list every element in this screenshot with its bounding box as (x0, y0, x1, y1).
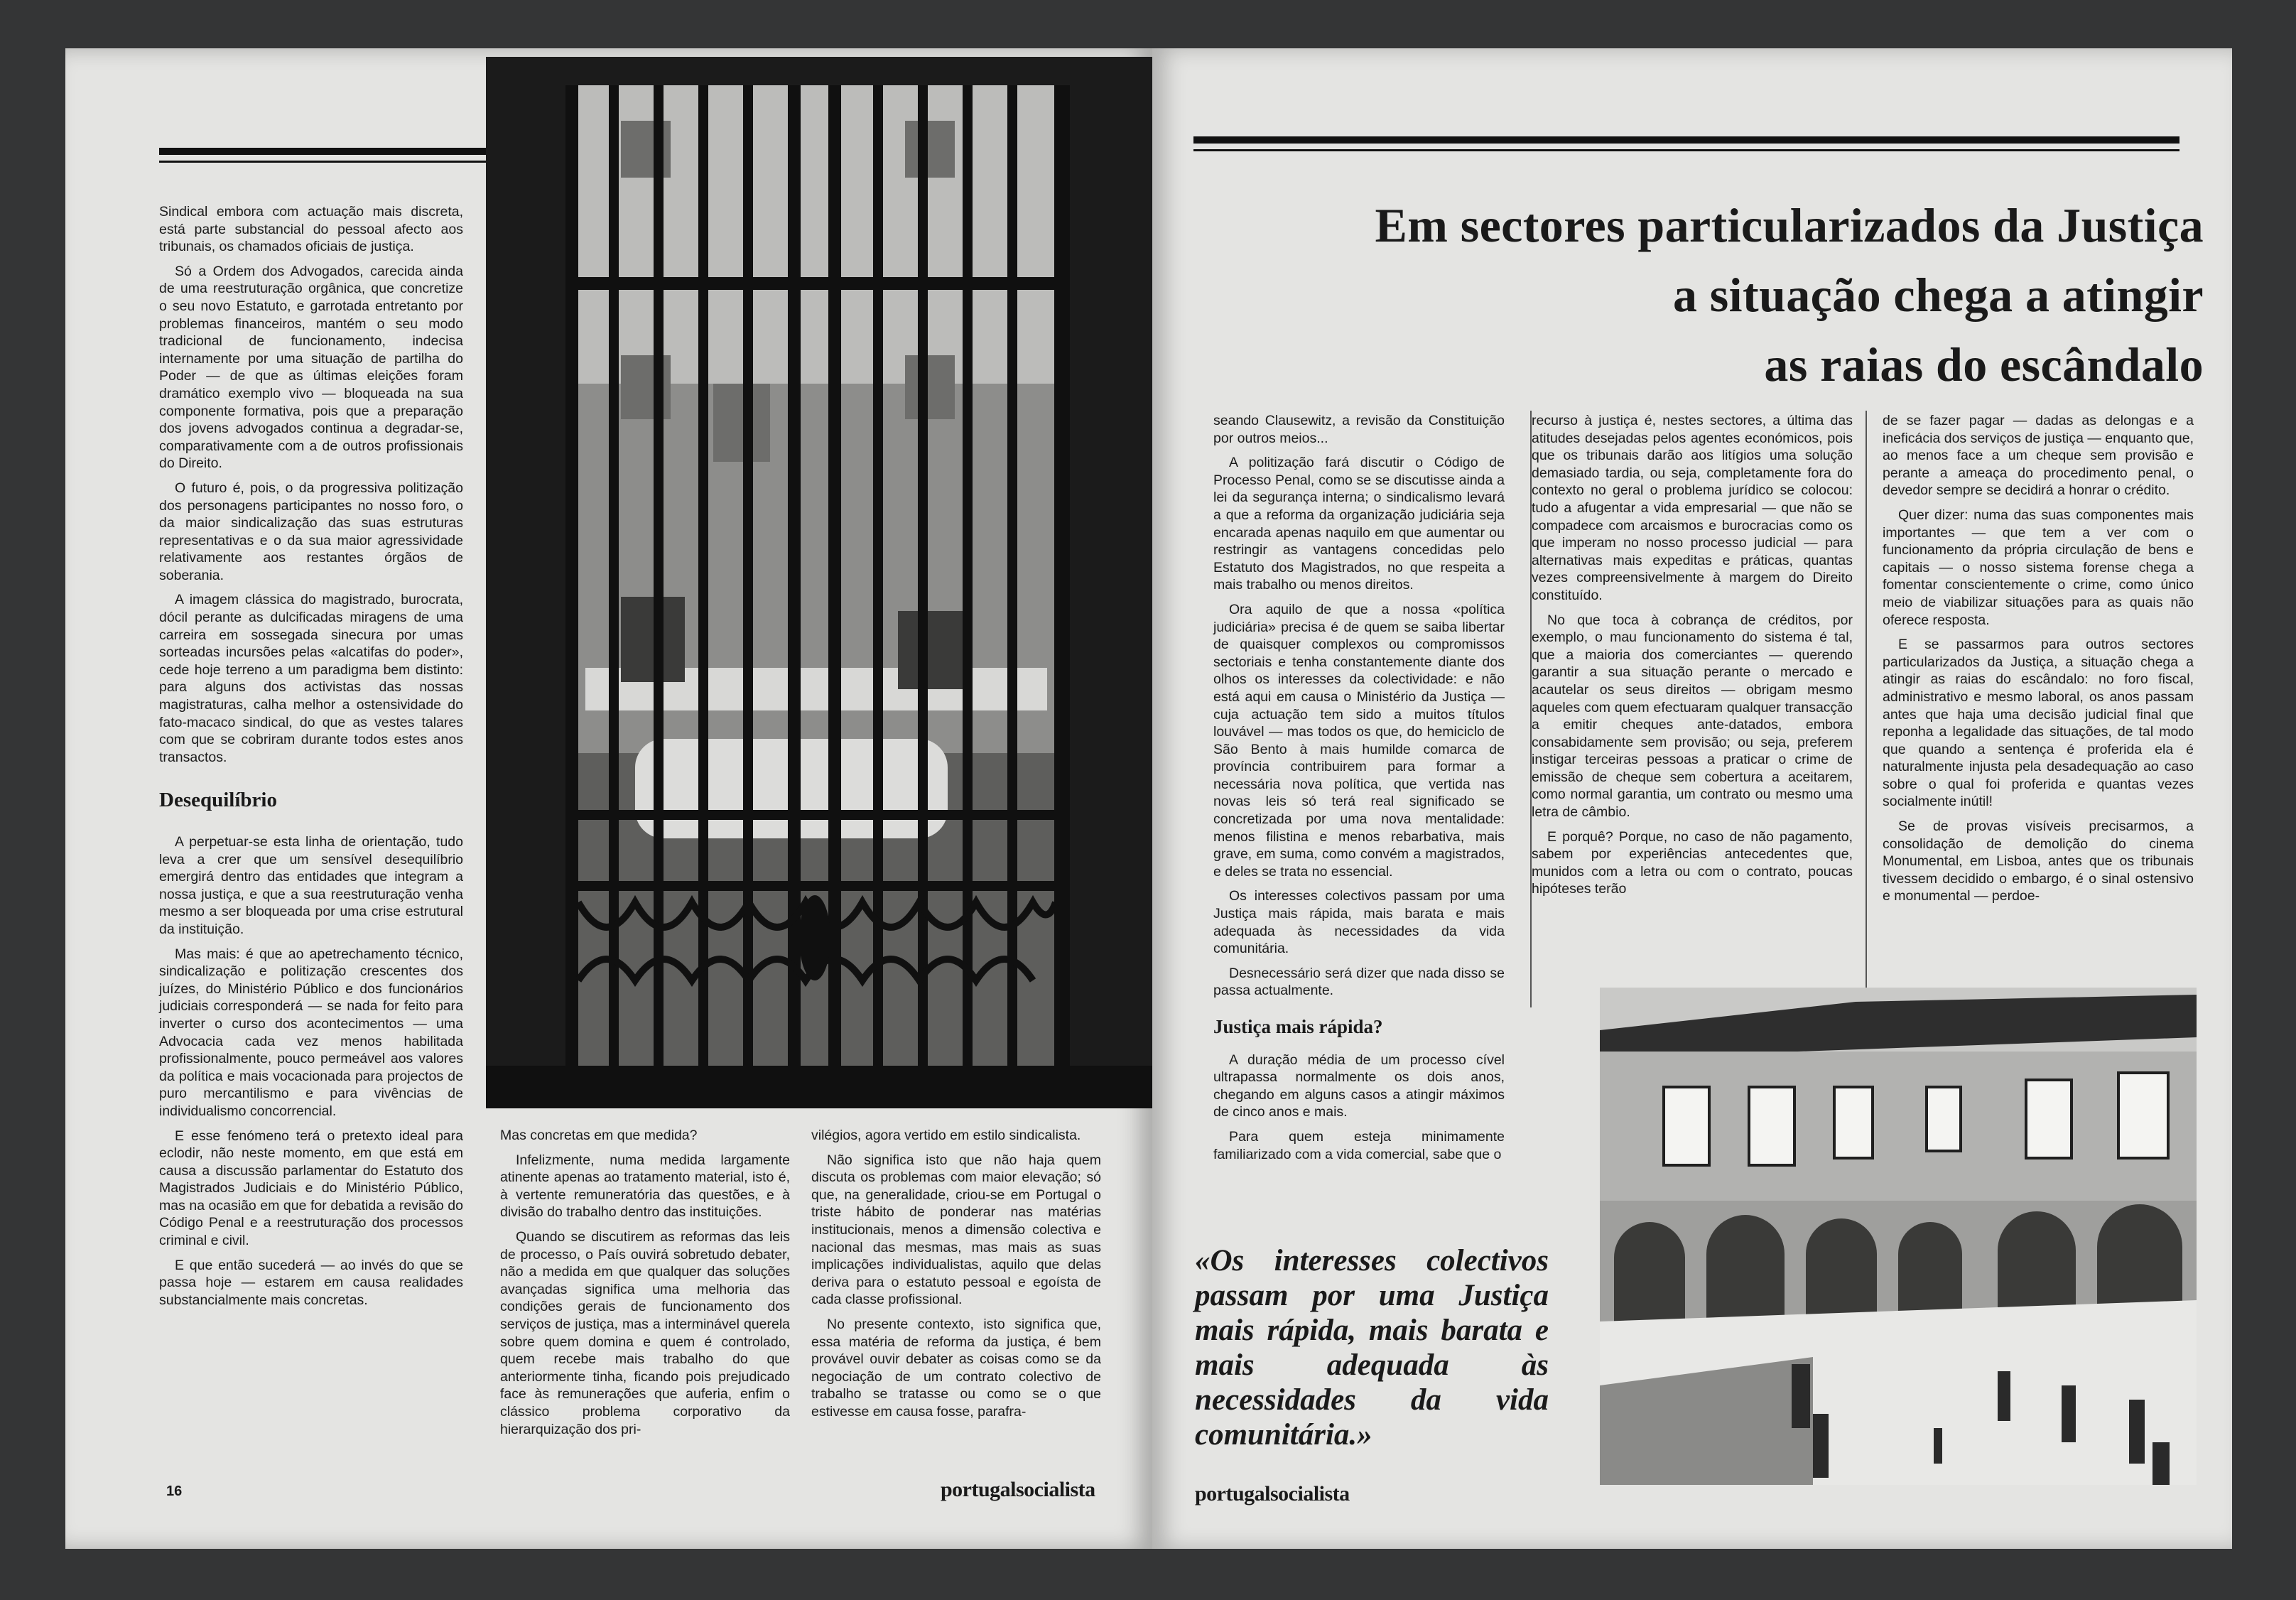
masthead-left: portugalsocialista (941, 1478, 1095, 1501)
left-col2-paragraph: Infelizmente, numa medida largamente atinente apenas ao tratamento material, isto é, à vertente remuneratória das questões, e à divisão do trabalho dentro das instituições. (500, 1152, 790, 1221)
left-col1-paragraph: A perpetuar-se esta linha de orientação, tudo leva a crer que um sensível desequilíbrio emergirá dentro das entidades que integram a nossa justiça, e que a sua reestruturação venha mesmo a ser bloqueada por uma crise estrutural da instituição. (159, 834, 463, 937)
magazine-spread (65, 48, 2232, 1549)
left-col1-text-2 (159, 833, 463, 1309)
right-col1-paragraph: Desnecessário será dizer que nada disso se passa actualmente. (1213, 965, 1505, 999)
left-col2-paragraph: Quando se discutirem as reformas das leis de processo, o País ouvirá sobretudo debater, não a medida em que qualquer das soluções avançadas significa uma melhoria das condições gerais de funcionamento dos serviços de justiça, mas a interminável querela sobre quem domina e quem é controlado, quem recebe mais trabalho do que anteriormente tinha, ficando pois prejudicado face às remunerações que auferia, enfim o clássico problema corporativo da hierarquização dos pri- (500, 1228, 790, 1437)
right-col1-paragraph: A duração média de um processo cível ultrapassa normalmente os dois anos, chegando em alguns casos a atingir máximos de cinco anos e mais. (1213, 1052, 1505, 1120)
left-col1-paragraph: Mas mais: é que ao apetrechamento técnico, sindicalização e politização crescentes dos juízes, do Ministério Público e dos funcionários judiciais corresponderá — se nada for feito para inverter o curso dos acontecimentos — uma Advocacia cada vez menos habilitada profissionalmente, pouco permeável aos valores da política e mais vocacionada para projectos de puro mercantilismo e para vivências de individualismo concorrencial. (159, 946, 463, 1119)
page-number: 16 (166, 1483, 183, 1499)
right-col1-paragraph: Ora aquilo de que a nossa «política judiciária» precisa é de quem se saiba libertar de quaisquer complexos ou compromissos sectoriais e tenha constantemente diante dos olhos os interesses da colectividade: e não está aqui em causa o Ministério da Justiça — cuja actuação tem sido a muitos títulos louvável — mas todos os que, do hemiciclo de São Bento à mais humilde comarca de província contribuirem para formar a necessária nova política, que vertida nas novas leis só terá real significado se concretizada por uma nova mentalidade: menos filistina e menos rebarbativa, mais grave, em suma, como convém a magistrados, e deles se trata no essencial. (1213, 601, 1505, 880)
right-col1-paragraph: seando Clausewitz, a revisão da Constituição por outros meios... (1213, 413, 1505, 446)
left-col1-paragraph: O futuro é, pois, o da progressiva politização dos personagens participantes no nosso foro, o da maior sindicalização das suas estruturas representativas e o da sua maior agressividade relativamente aos restantes órgãos de soberania. (159, 480, 463, 583)
left-column-1 (159, 203, 463, 1316)
courtyard-photo (1600, 988, 2197, 1485)
right-col1-paragraph: Para quem esteja minimamente familiarizado com a vida comercial, sabe que o (1213, 1128, 1505, 1162)
left-col1-paragraph: E esse fenómeno terá o pretexto ideal para eclodir, não neste momento, em que está em causa a discussão parlamentar do Estatuto dos Magistrados Judiciais e do Ministério Público, mas na ocasião em que for debatida a revisão do Código Penal e a reestruturação dos processos criminal e civil. (159, 1128, 463, 1249)
top-rule-right (1193, 136, 2179, 144)
left-column-3 (811, 1127, 1101, 1428)
left-column-2 (500, 1127, 790, 1445)
right-column-2 (1532, 412, 1853, 905)
top-rule-right-thin (1193, 149, 2179, 151)
right-col1-paragraph: Os interesses colectivos passam por uma Justiça mais rápida, mais barata e mais adequada às necessidades da vida comunitária. (1213, 888, 1505, 957)
headline-line-1: Em sectores particularizados da Justiça (1375, 198, 2204, 252)
left-col2-paragraph: Mas concretas em que medida? (500, 1128, 698, 1143)
headline-line-2: a situação chega a atingir (1672, 268, 2204, 322)
column-divider-2 (1866, 411, 1867, 1007)
right-col3-paragraph: E se passarmos para outros sectores particularizados da Justiça, a situação chega a atingir as raias do escândalo: no foro fiscal, administrativo e mesmo laboral, os anos passam antes que haja uma decisão judicial final que reponha a legalidade das situações, de tal modo que quando a sentença é proferida ela é naturalmente injusta pela desadequação ao caso sobre o qual foi proferida e quantas vezes socialmente inútil! (1883, 637, 2194, 810)
left-page (65, 48, 1152, 1549)
left-col1-paragraph: E que então sucederá — ao invés do que se passa hoje — estarem em causa realidades substancialmente mais concretas. (159, 1257, 463, 1308)
right-col1-text-2 (1213, 1052, 1505, 1164)
left-col1-paragraph: Só a Ordem dos Advogados, carecida ainda de uma reestruturação orgânica, que concretize o seu novo Estatuto, e garrotada entretanto por problemas financeiros, mantém o seu modo tradicional de funcionamento, indecisa internamente por uma situação de partilha do Poder — de que as últimas eleições foram dramático exemplo vivo — bloqueada na sua componente formativa, pois que a preparação dos jovens advogados continua a degradar-se, comparativamente com a de outros profissionais do Direito. (159, 263, 463, 472)
gate-photo (486, 57, 1152, 1108)
left-col1-paragraph: A imagem clássica do magistrado, burocrata, dócil perante as dulcificadas miragens de uma carreira em sossegada sinecura por umas sorteadas incursões pelas «alcatifas do poder», cede hoje terreno a um paradigma bem distinto: para alguns dos activistas das nossas magistraturas, calha melhor a ostensividade do fato-macaco sindical, do que as vestes talares com que se cobriram durante todos estes anos transactos. (159, 592, 463, 765)
left-col1-paragraph: Sindical embora com actuação mais discreta, está parte substancial do pessoal afecto aos tribunais, os chamados oficiais de justiça. (159, 204, 463, 255)
right-page (1152, 48, 2232, 1549)
right-col3-paragraph: de se fazer pagar — dadas as delongas e a ineficácia dos serviços de justiça — enquanto que, ao menos face a um cheque sem provisão e perante a ameaça do procedimento penal, o devedor sempre se decidirá a honrar o crédito. (1883, 413, 2194, 499)
left-col3-paragraph: Não significa isto que não haja quem discuta os problemas com maior elevação; só que, na generalidade, criou-se em Portugal o triste hábito de ponderar nas matérias institucionais, menos a dimensão colectiva e nacional das mesmas, mas mais as suas implicações individualistas, aquilo que delas deriva para o estatuto pessoal e egoísta de cada classe profissional. (811, 1152, 1101, 1308)
subhead-desequilibrio: Desequilíbrio (159, 789, 277, 812)
subhead-justica-mais-rapida: Justiça mais rápida? (1213, 1016, 1383, 1037)
right-col2-paragraph: recurso à justiça é, nestes sectores, a última das atitudes desejadas pelos agentes económicos, pois que os tribunais darão aos litígios uma solução demasiado tardia, ou seja, completamente fora do contexto no geral o problema jurídico se colocou: tudo a afugentar a vida empresarial — que não se compadece com arcaismos e burocracias como os que imperam no nosso processo judicial — para alternativas mais expeditas e práticas, quantas vezes compreensivelmente à margem do Direito constituído. (1532, 413, 1853, 603)
right-column-3 (1883, 412, 2194, 912)
right-col2-paragraph: No que toca à cobrança de créditos, por exemplo, o mau funcionamento do sistema é tal, que a maioria dos comerciantes — querendo garantir a sua situação perante o mercado e acautelar os seus direitos — obrigam mesmo aqueles com quem efectuaram qualquer transacção a emitir cheques ante-datados, embora consabidamente sem provisão; ou seja, preferem instigar terceiras pessoas a praticar o crime de emissão de cheque sem cobertura a aceitarem, como normal garantia, um contrato ou mesmo uma letra de câmbio. (1532, 612, 1853, 821)
right-col2-paragraph: E porquê? Porque, no caso de não pagamento, sabem por experiências antecedentes que, munidos com a letra ou com o contrato, poucas hipóteses terão (1532, 828, 1853, 897)
right-column-1 (1213, 412, 1505, 1170)
left-col3-paragraph: No presente contexto, isto significa que, essa matéria de reforma da justiça, é bem provável ouvir debater as coisas como se da negociação de um contrato colectivo de trabalho se tratasse ou como se o que estivesse em causa fosse, parafra- (811, 1316, 1101, 1420)
left-col3-paragraph: vilégios, agora vertido em estilo sindicalista. (811, 1128, 1081, 1143)
masthead-right: portugalsocialista (1195, 1482, 1350, 1506)
headline (1266, 190, 2204, 399)
pull-quote: «Os interesses colectivos passam por uma Justiça mais rápida, mais barata e mais adequada às necessidades da vida comunitária.» (1195, 1244, 1549, 1452)
left-col1-text (159, 203, 463, 766)
headline-line-3: as raias do escândalo (1764, 337, 2204, 391)
right-col1-paragraph: A politização fará discutir o Código de Processo Penal, como se se discutisse ainda a lei da segurança interna; o sindicalismo levará a que a reforma da organização judiciária seja encarada apenas naquilo em que aumentar ou restringir as vantagens concedidas pelo Estatuto dos Magistrados, no que respeita a mais trabalho ou menos direitos. (1213, 455, 1505, 593)
right-col3-paragraph: Quer dizer: numa das suas componentes mais importantes — que tem a ver com o funcionamento da própria circulação de bens e capitais — o nosso sistema forense chega a fomentar conscientemente o crime, como único meio de viabilizar situações para as quais não oferece resposta. (1883, 507, 2194, 628)
right-col1-text (1213, 412, 1505, 1000)
right-col3-paragraph: Se de provas visíveis precisarmos, a consolidação de demolição do cinema Monumental, em Lisboa, antes que os tribunais tivessem decidido o embargo, é o sinal ostensivo e monumental — perdoe- (1883, 818, 2194, 904)
